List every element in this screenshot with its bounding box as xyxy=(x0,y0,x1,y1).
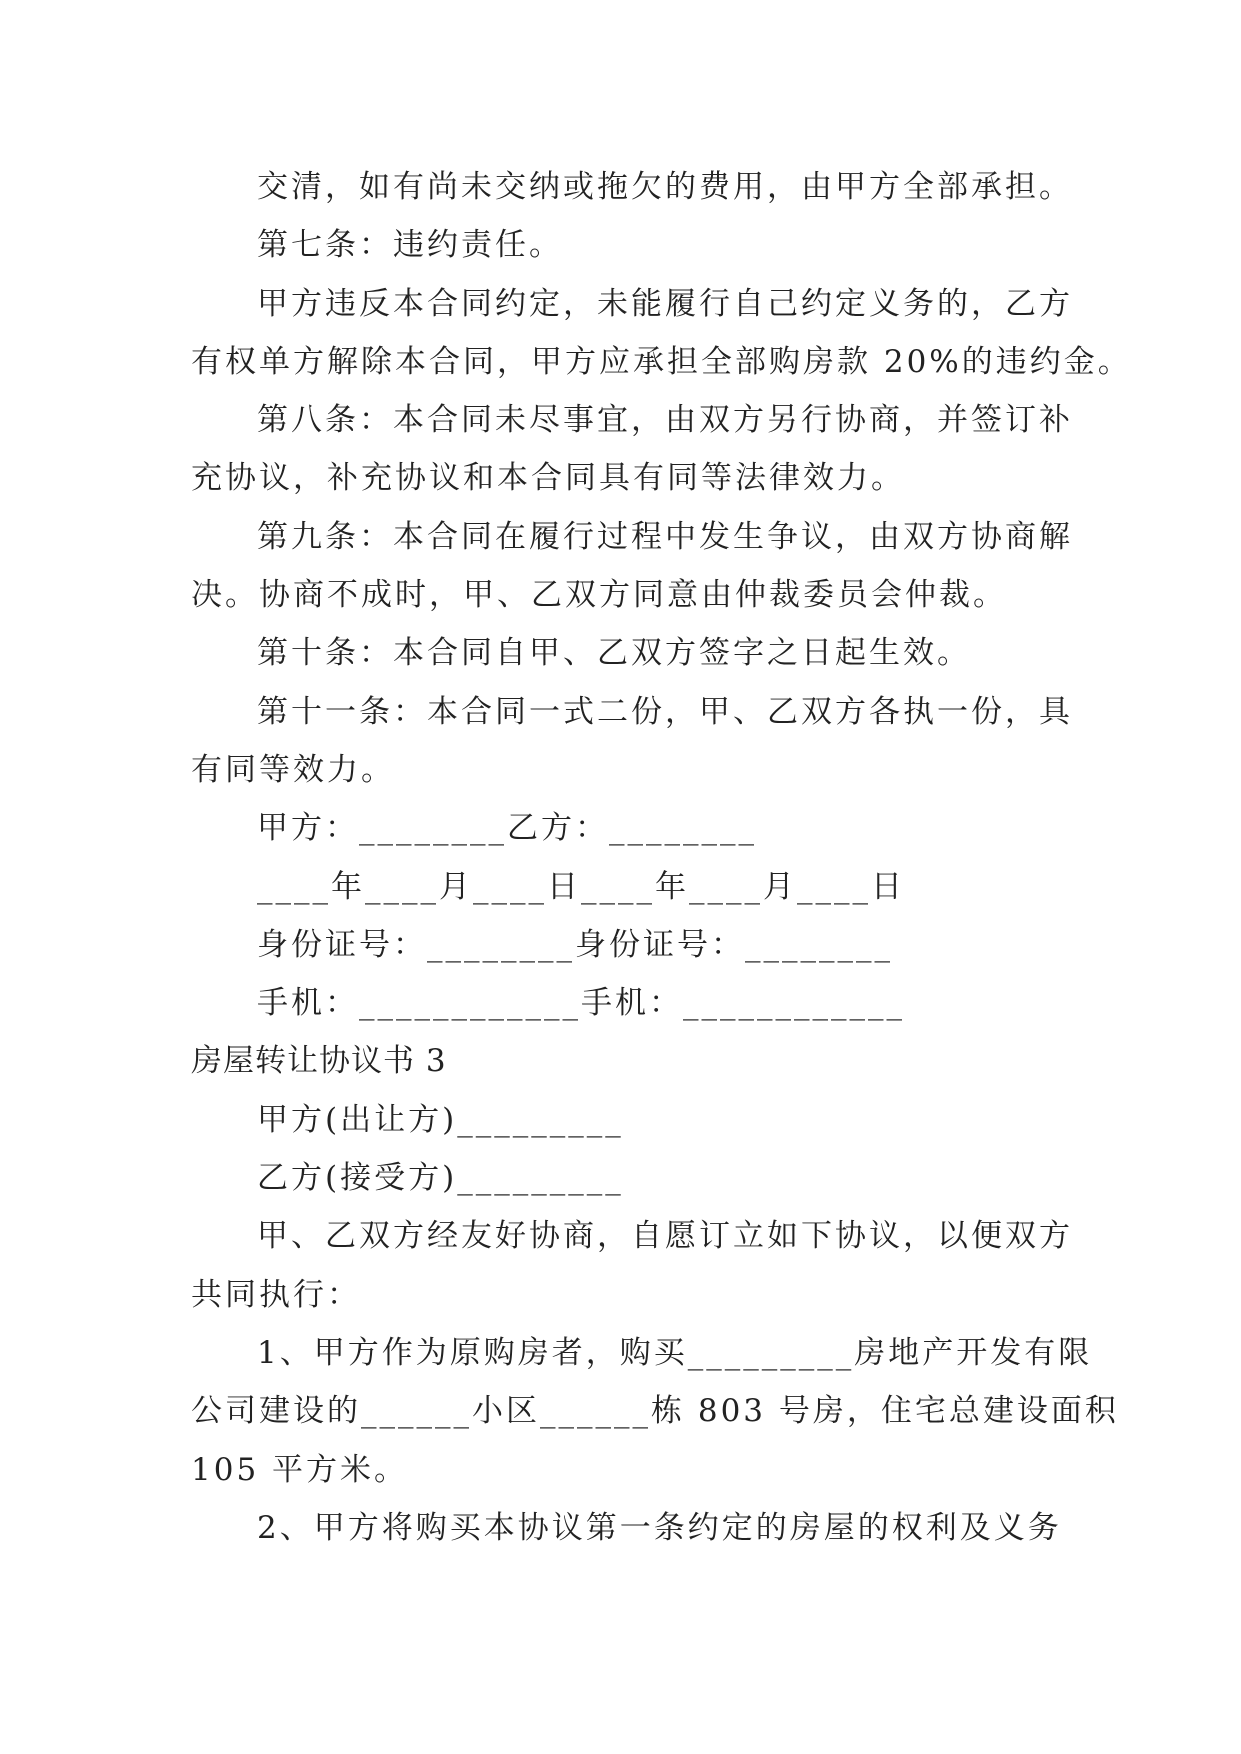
id-number-line: 身份证号：________身份证号：________ xyxy=(257,926,893,963)
section-title: 房屋转让协议书 3 xyxy=(191,1043,447,1080)
text-line: 充协议，补充协议和本合同具有同等法律效力。 xyxy=(191,460,905,497)
text-line: 共同执行： xyxy=(191,1276,361,1313)
document-body xyxy=(191,158,1132,1557)
text-line: 交清，如有尚未交纳或拖欠的费用，由甲方全部承担。 xyxy=(257,169,1073,205)
text-line: 有权单方解除本合同，甲方应承担全部购房款 20%的违约金。 xyxy=(191,343,1132,380)
text-line: 1、甲方作为原购房者，购买_________房地产开发有限 xyxy=(257,1334,1093,1371)
text-line: 甲、乙双方经友好协商，自愿订立如下协议，以便双方 xyxy=(257,1218,1073,1255)
text-line: 第十条：本合同自甲、乙双方签字之日起生效。 xyxy=(257,635,971,672)
text-line: 第九条：本合同在履行过程中发生争议，由双方协商解 xyxy=(257,518,1073,555)
article-heading: 第七条：违约责任。 xyxy=(257,227,563,264)
text-line: 第八条：本合同未尽事宜，由双方另行协商，并签订补 xyxy=(257,402,1073,439)
party-a-line: 甲方(出让方)_________ xyxy=(257,1101,624,1138)
text-line: 甲方违反本合同约定，未能履行自己约定义务的，乙方 xyxy=(257,285,1073,322)
text-line: 2、甲方将购买本协议第一条约定的房屋的权利及义务 xyxy=(257,1509,1062,1546)
party-b-line: 乙方(接受方)_________ xyxy=(257,1160,624,1197)
date-line: ____年____月____日____年____月____日 xyxy=(257,868,905,905)
phone-line: 手机：____________手机：____________ xyxy=(257,985,905,1022)
text-line: 第十一条：本合同一式二份，甲、乙双方各执一份，具 xyxy=(257,693,1073,730)
signature-line: 甲方：________乙方：________ xyxy=(257,810,757,847)
text-line: 105 平方米。 xyxy=(191,1451,409,1488)
text-line: 决。协商不成时，甲、乙双方同意由仲裁委员会仲裁。 xyxy=(191,577,1007,614)
text-line: 公司建设的______小区______栋 803 号房，住宅总建设面积 xyxy=(191,1393,1119,1430)
text-line: 有同等效力。 xyxy=(191,751,395,788)
